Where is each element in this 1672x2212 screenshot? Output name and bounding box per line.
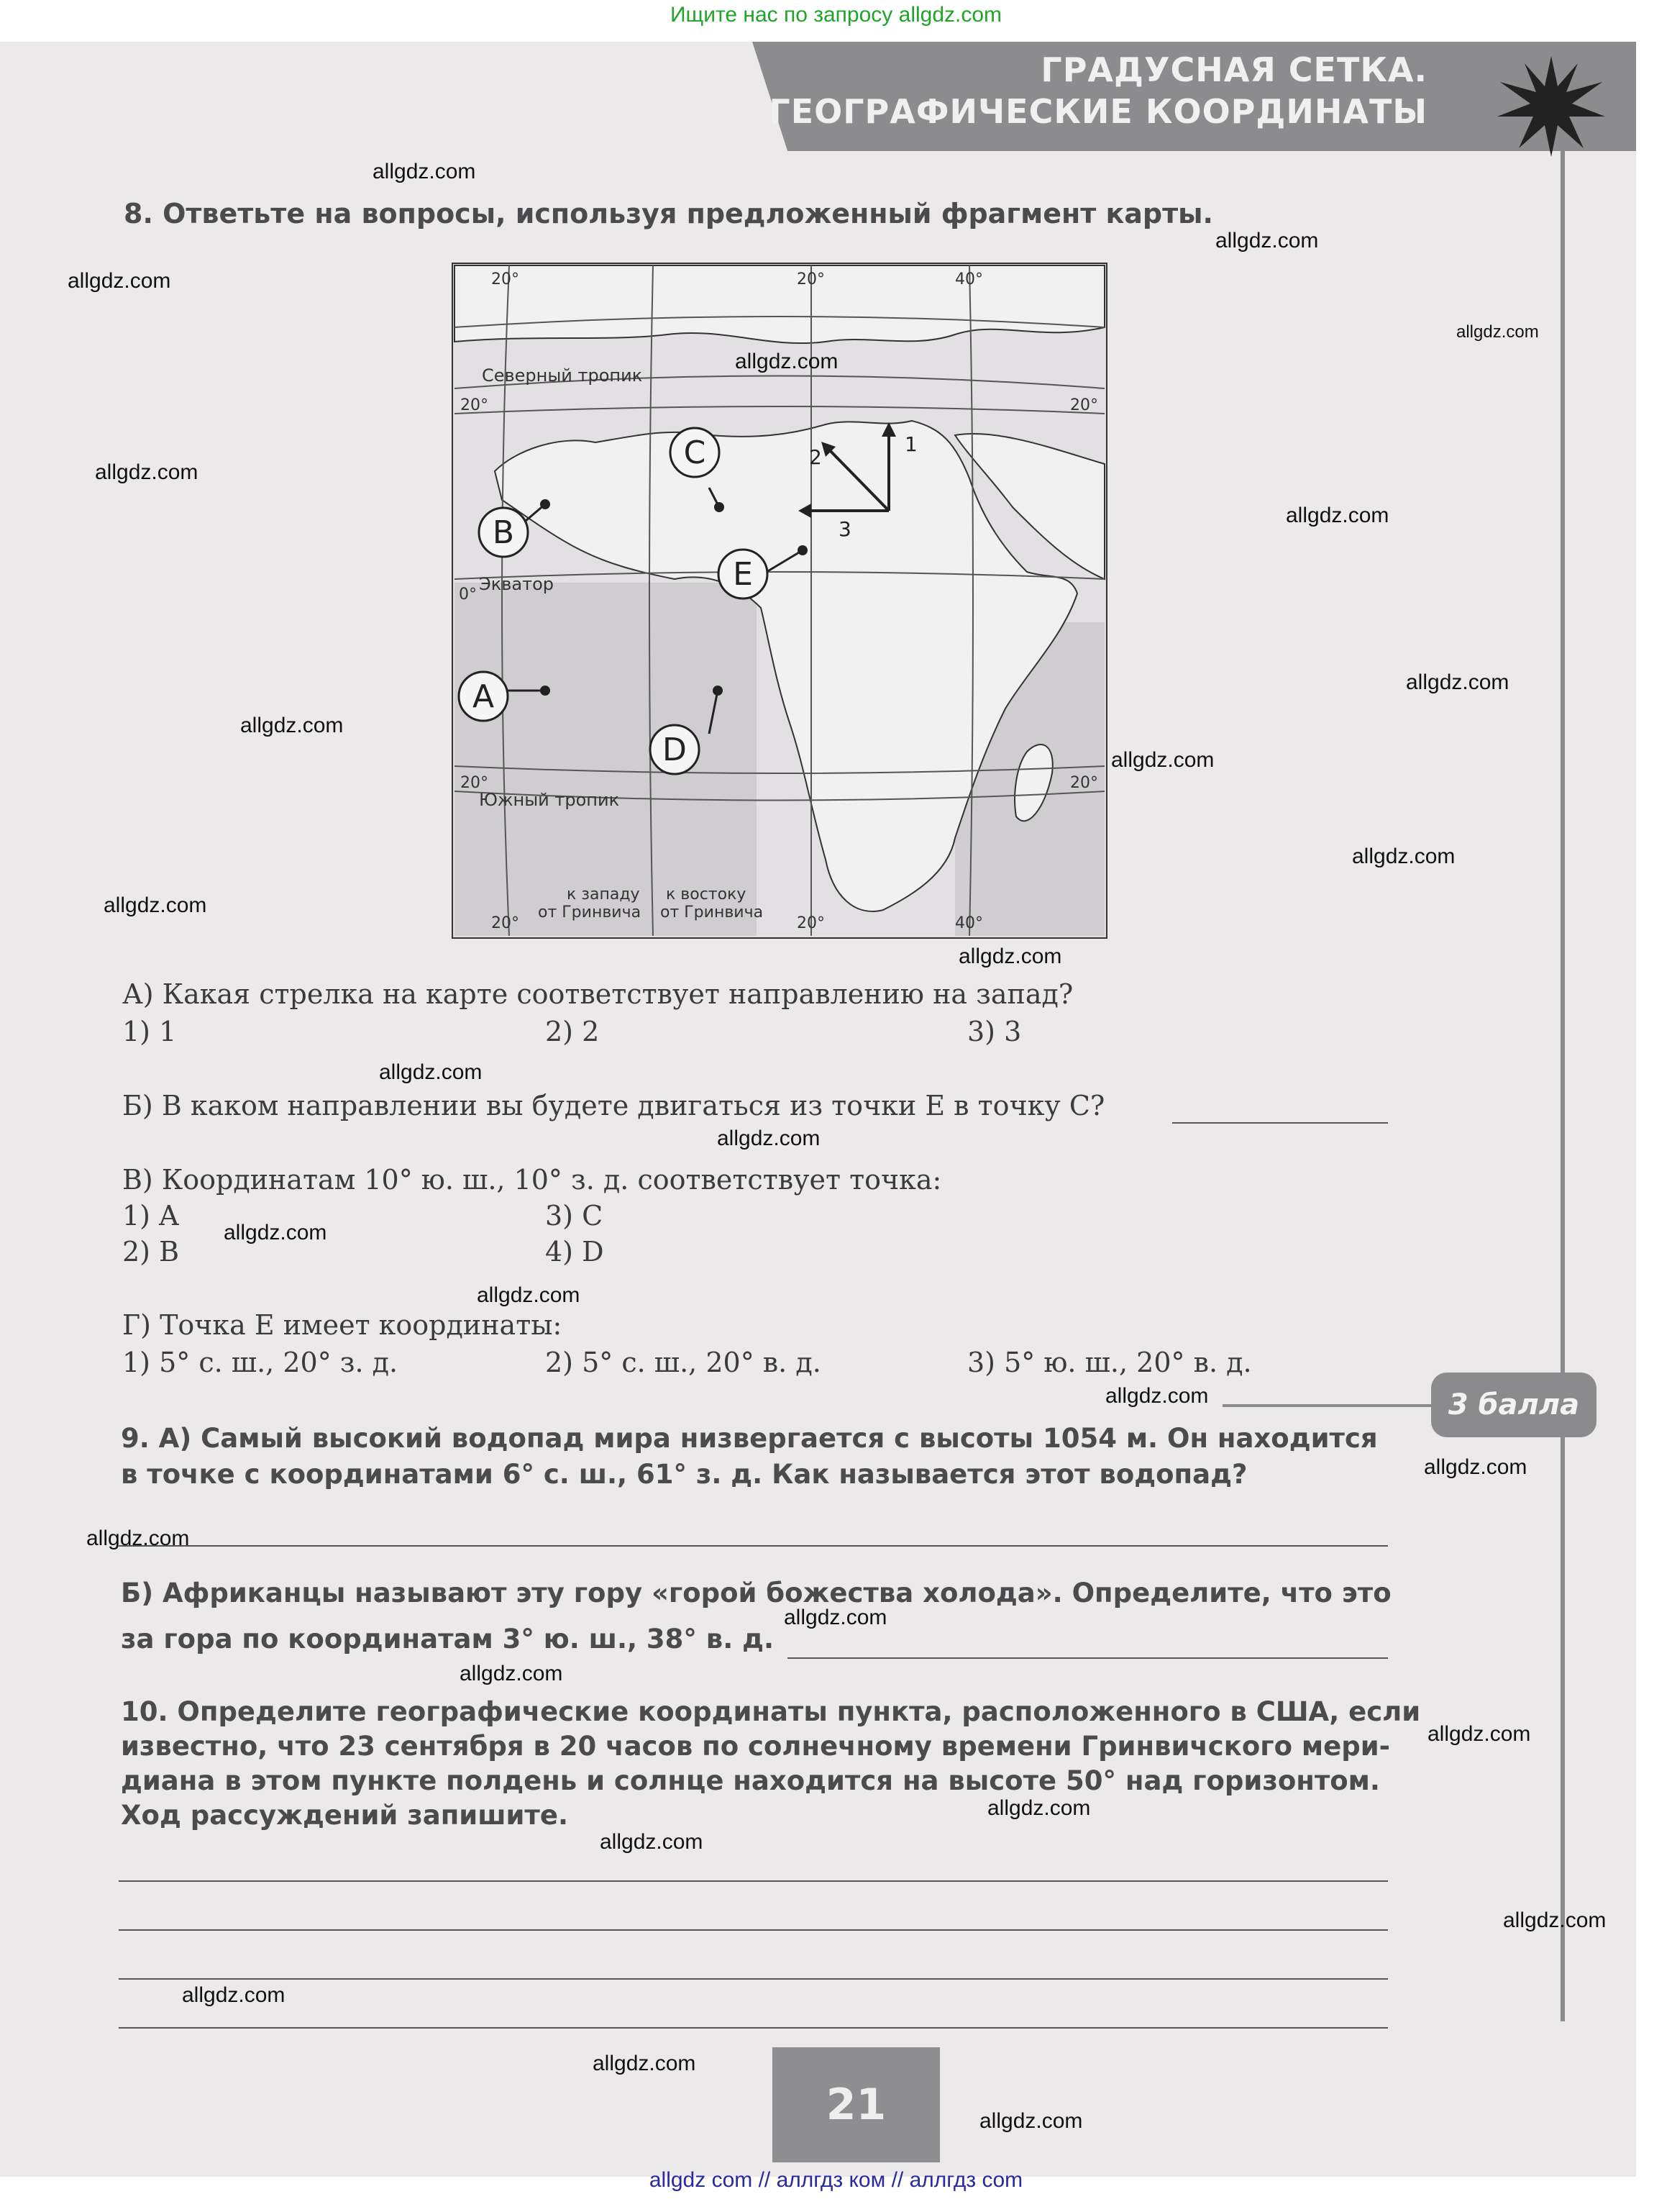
q8g-option-2: 2) 5° с. ш., 20° в. д. [545,1347,821,1378]
point-d-label: D [662,732,687,768]
q10-answer-line-3[interactable] [119,1978,1388,1980]
score-badge-rule [1223,1404,1438,1407]
map-label-deg20-bottom-left: 20° [491,914,519,932]
bottom-banner: allgdz com // аллгдз ком // аллгдз com [649,2168,1023,2192]
q8g-option-1: 1) 5° с. ш., 20° з. д. [122,1347,398,1378]
arrow-label-2: 2 [809,445,822,469]
watermark: allgdz.com [1456,322,1539,342]
watermark: allgdz.com [379,1060,483,1084]
map-label-deg20-bottom: 20° [797,914,825,932]
q8b-question: Б) В каком направлении вы будете двигаться из точки Е в точку С? [122,1090,1105,1121]
watermark: allgdz.com [95,460,198,484]
q9b-line2: за гора по координатам 3° ю. ш., 38° в. д. [121,1624,775,1655]
q10-answer-line-2[interactable] [119,1929,1388,1931]
score-badge: 3 балла [1431,1373,1596,1437]
point-b-label: B [492,514,515,551]
map-label-deg20-right-south: 20° [1070,774,1098,792]
q8v-option-1: 1) A [122,1200,179,1232]
map-label-tropic-north: Северный тропик [482,365,643,386]
q10-answer-line-4[interactable] [119,2027,1388,2029]
q10-line2: известно, что 23 сентября в 20 часов по солнечному времени Гринвичского мери- [121,1731,1390,1762]
watermark: allgdz.com [1427,1722,1531,1746]
map-label-deg20-left-south: 20° [460,774,488,792]
q8-title: 8. Ответьте на вопросы, используя предложенный фрагмент карты. [124,198,1213,229]
watermark: allgdz.com [1406,670,1509,694]
watermark: allgdz.com [240,714,344,737]
watermark: allgdz.com [373,160,476,183]
q8v-question: В) Координатам 10° ю. ш., 10° з. д. соответствует точка: [122,1164,942,1196]
map-label-east-l2: от Гринвича [660,904,764,921]
q9a-line2: в точке с координатами 6° с. ш., 61° з. д. Как называется этот водопад? [121,1459,1248,1490]
point-a-label: A [472,678,495,715]
watermark: allgdz.com [987,1796,1091,1820]
q10-line4: Ход рассуждений запишите. [121,1800,569,1831]
map-label-deg20-top-left: 20° [491,270,519,288]
map-label-west-l1: к западу [567,886,640,904]
star-icon [1497,56,1605,157]
q9b-answer-line[interactable] [787,1657,1388,1659]
watermark: allgdz.com [86,1526,190,1550]
watermark: allgdz.com [600,1830,703,1854]
watermark: allgdz.com [959,945,1062,968]
arrow-label-1: 1 [905,432,918,456]
q10-answer-line-1[interactable] [119,1880,1388,1882]
watermark: allgdz.com [1352,845,1456,868]
watermark: allgdz.com [1424,1455,1527,1479]
top-banner: Ищите нас по запросу allgdz.com [670,3,1002,27]
page-number: 21 [772,2047,940,2162]
map-label-deg20-right-north: 20° [1070,396,1098,414]
watermark: allgdz.com [182,1983,285,2007]
map-label-deg0-left: 0° [459,586,477,604]
map-label-deg20-left-north: 20° [460,396,488,414]
map-label-deg40-top: 40° [955,270,983,288]
section-title-line1: ГРАДУСНАЯ СЕТКА. [1041,50,1427,89]
watermark: allgdz.com [224,1221,327,1244]
q8a-option-2: 2) 2 [545,1016,600,1047]
watermark: allgdz.com [735,350,839,373]
map-label-deg20-top: 20° [797,270,825,288]
q8v-option-2: 2) B [122,1236,180,1267]
arrow-label-3: 3 [839,517,851,541]
watermark: allgdz.com [477,1283,580,1307]
map-label-tropic-south: Южный тропик [479,790,620,810]
q8v-option-4: 4) D [545,1236,604,1267]
watermark: allgdz.com [1503,1908,1607,1932]
q10-line3: диана в этом пункте полдень и солнце находится на высоте 50° над горизонтом. [121,1765,1380,1796]
point-c-label: C [683,434,706,471]
map-label-west-l2: от Гринвича [538,904,641,921]
map-label-deg40-bottom: 40° [955,914,983,932]
q8g-option-3: 3) 5° ю. ш., 20° в. д. [967,1347,1252,1378]
watermark: allgdz.com [1286,504,1389,527]
q8a-option-3: 3) 3 [967,1016,1022,1047]
watermark: allgdz.com [717,1127,821,1150]
watermark: allgdz.com [1215,229,1319,252]
watermark: allgdz.com [460,1662,563,1685]
q9a-answer-line[interactable] [119,1545,1388,1547]
q8b-answer-line[interactable] [1172,1122,1388,1124]
q8a-question: А) Какая стрелка на карте соответствует направлению на запад? [122,978,1074,1010]
map-label-equator: Экватор [479,574,554,594]
section-title-line2: ГЕОГРАФИЧЕСКИЕ КООРДИНАТЫ [769,92,1427,131]
watermark: allgdz.com [1111,748,1215,772]
watermark: allgdz.com [1105,1384,1209,1408]
q8g-question: Г) Точка Е имеет координаты: [122,1309,562,1341]
q10-line1: 10. Определите географические координаты пункта, расположенного в США, если [121,1696,1421,1727]
watermark: allgdz.com [784,1606,887,1629]
margin-rule [1561,151,1565,2021]
watermark: allgdz.com [593,2052,696,2075]
watermark: allgdz.com [979,2109,1083,2133]
watermark: allgdz.com [104,893,207,917]
q9a-line1: 9. А) Самый высокий водопад мира низвергается с высоты 1054 м. Он находится [121,1423,1378,1454]
watermark: allgdz.com [68,269,171,293]
q9b-line1: Б) Африканцы называют эту гору «горой божества холода». Определите, что это [121,1578,1392,1608]
q8v-option-3: 3) C [545,1200,603,1232]
q8a-option-1: 1) 1 [122,1016,177,1047]
point-e-label: E [733,556,753,593]
map-label-east-l1: к востоку [666,886,746,904]
